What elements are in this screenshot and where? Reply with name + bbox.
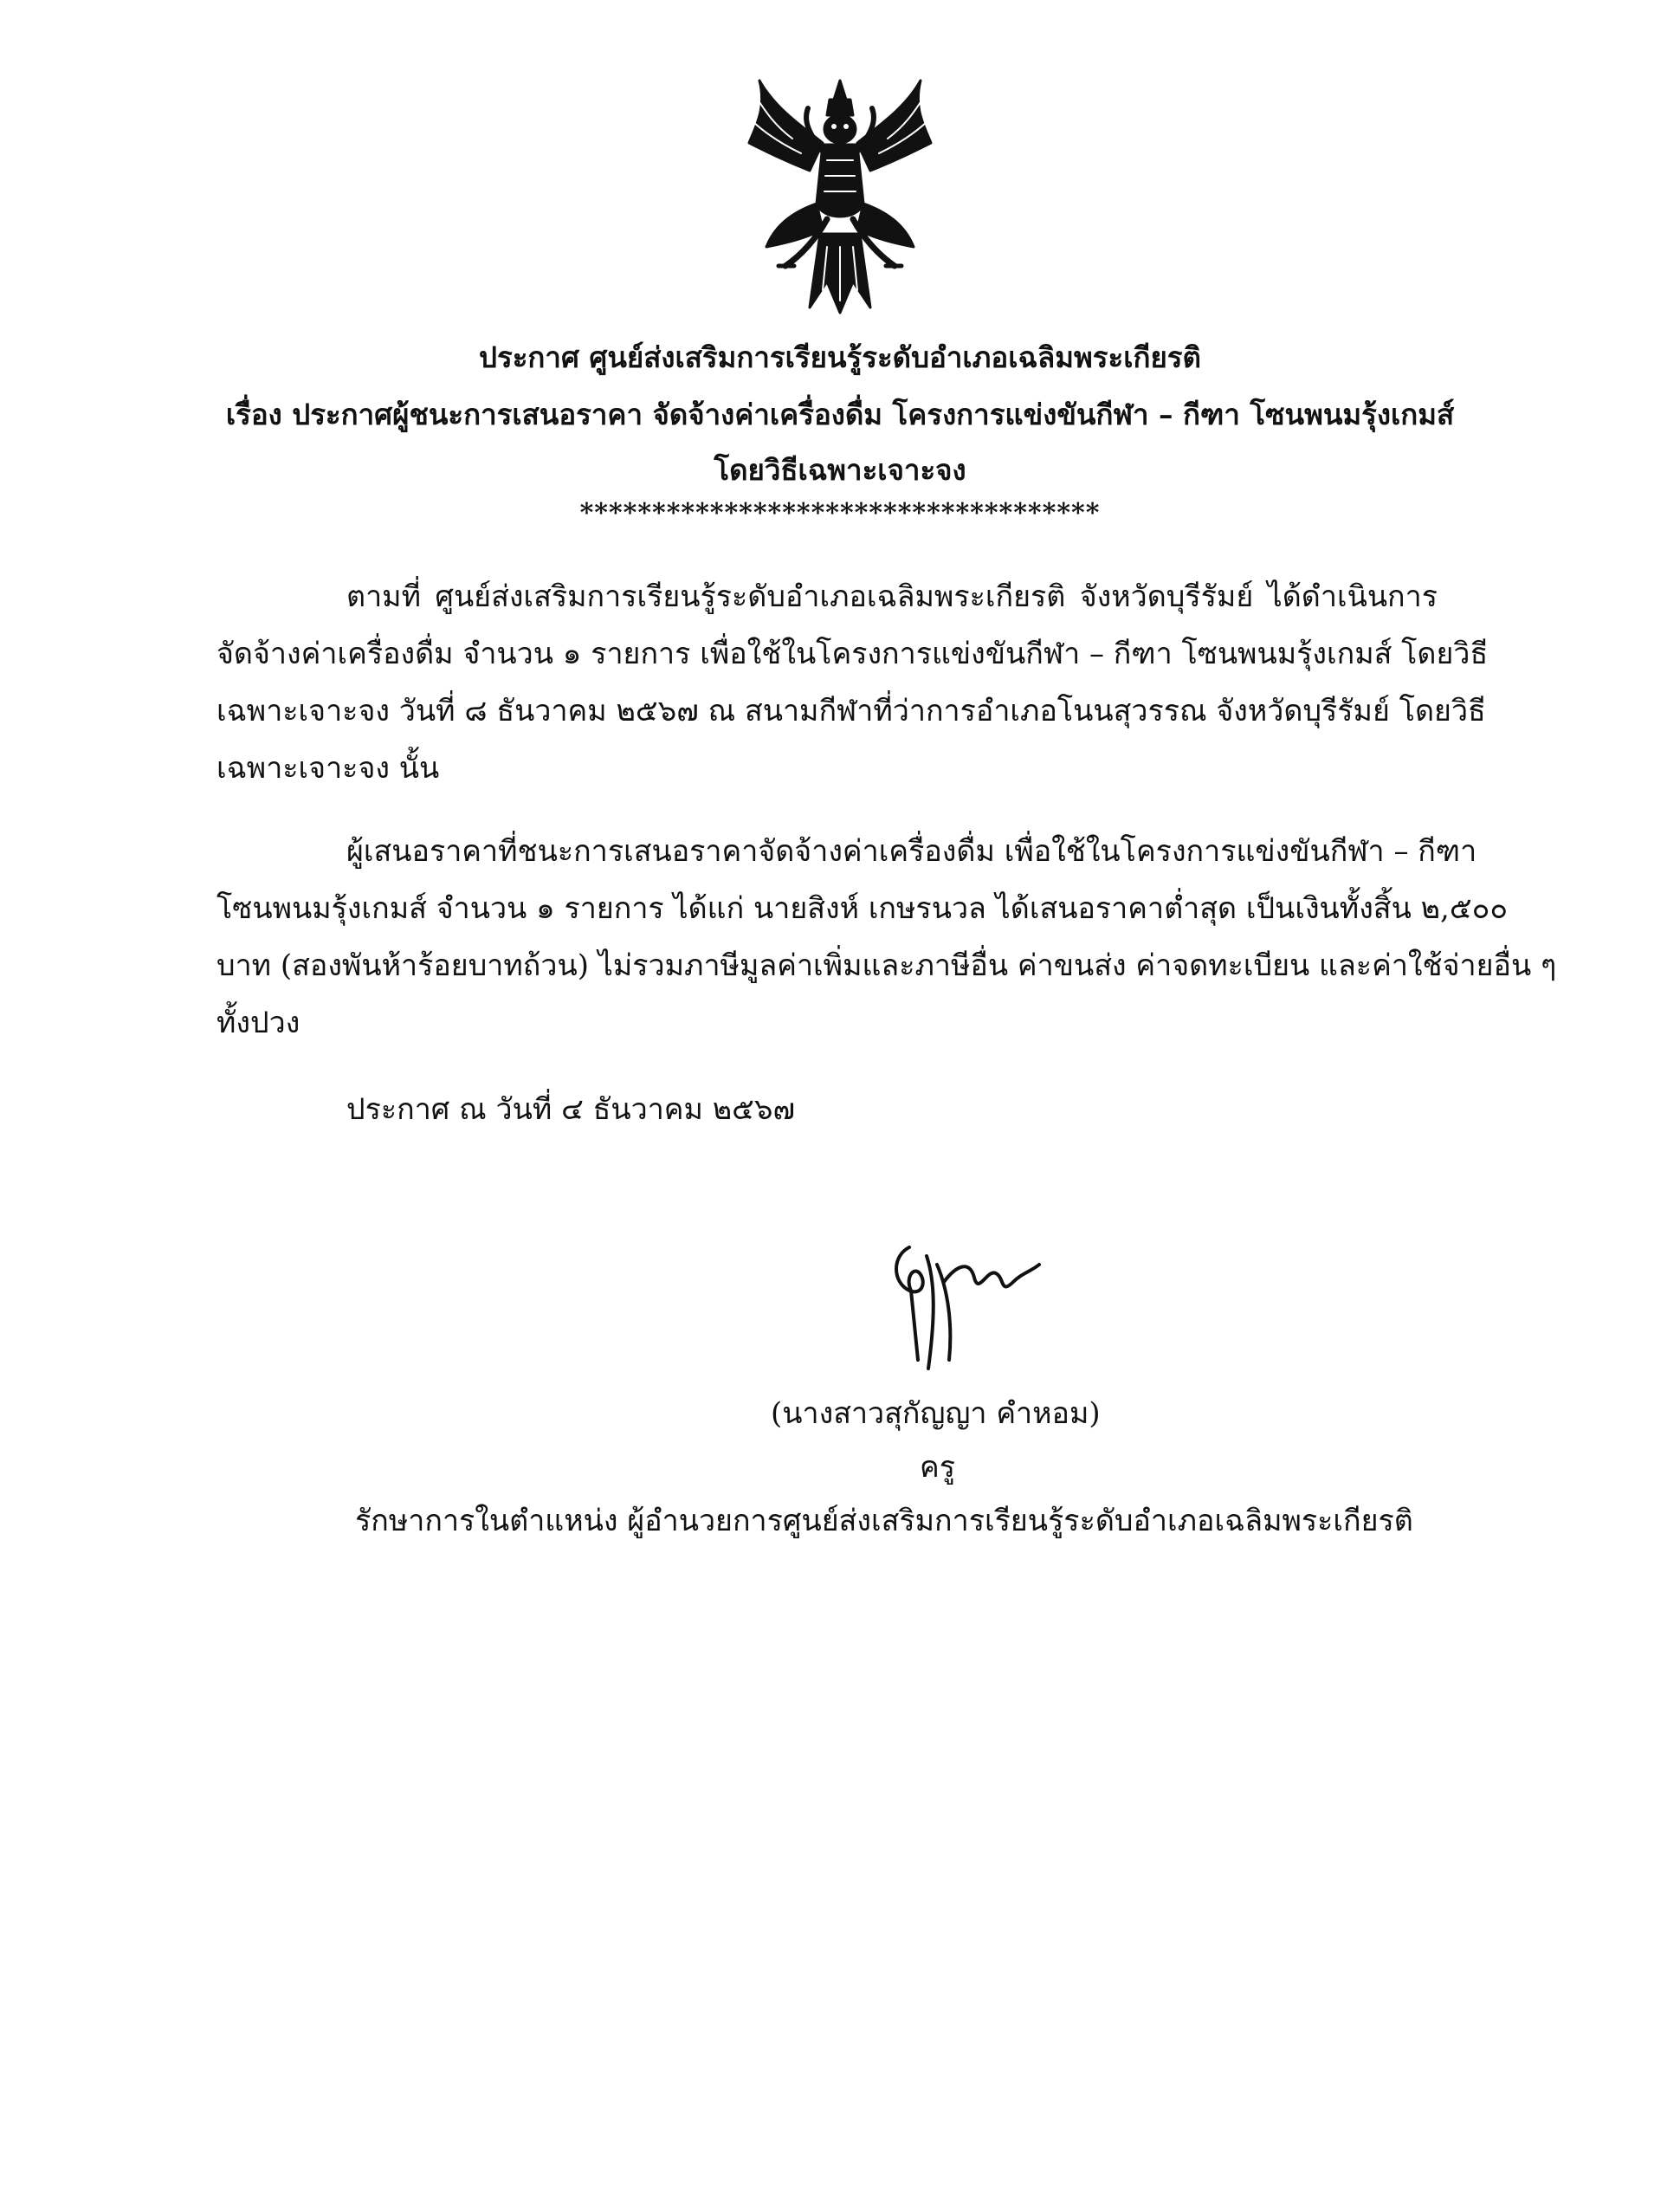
garuda-emblem-icon [740,74,940,316]
paragraph-line: เฉพาะเจาะจง นั้น [216,751,440,786]
header-title: ประกาศ ศูนย์ส่งเสริมการเรียนรู้ระดับอำเภอเฉลิมพระเกียรติ [479,340,1201,374]
paragraph-background [216,568,1489,797]
header-divider: ************************************ [579,498,1101,528]
signatory-name: (นางสาวสุกัญญา คำหอม) [771,1396,1101,1431]
paragraph-line: บาท (สองพันห้าร้อยบาทถ้วน) ไม่รวมภาษีมูลค่าเพิ่มและภาษีอื่น ค่าขนส่ง ค่าจดทะเบียน และค่าใช้จ่ายอื่น ๆ [216,948,1557,983]
paragraph-line: ผู้เสนอราคาที่ชนะการเสนอราคาจัดจ้างค่าเครื่องดื่ม เพื่อใช้ในโครงการแข่งขันกีฬา – กีฑา [346,834,1477,869]
paragraph-line: ตามที่ ศูนย์ส่งเสริมการเรียนรู้ระดับอำเภอเฉลิมพระเกียรติ จังหวัดบุรีรัมย์ ได้ดำเนินการ [346,579,1438,614]
paragraph-line: ทั้งปวง [216,1006,300,1040]
paragraph-winner [216,823,1557,1052]
paragraph-line: จัดจ้างค่าเครื่องดื่ม จำนวน ๑ รายการ เพื่อใช้ในโครงการแข่งขันกีฬา – กีฑา โซนพนมรุ้งเกมส์ โดยวิธี [216,637,1489,671]
handwritten-signature-icon [875,1230,1048,1377]
header-method: โดยวิธีเฉพาะเจาะจง [714,453,966,487]
signatory-position: รักษาการในตำแหน่ง ผู้อำนวยการศูนย์ส่งเสริมการเรียนรู้ระดับอำเภอเฉลิมพระเกียรติ [355,1504,1413,1538]
announcement-date: ประกาศ ณ วันที่ ๔ ธันวาคม ๒๕๖๗ [346,1092,796,1127]
paragraph-line: เฉพาะเจาะจง วันที่ ๘ ธันวาคม ๒๕๖๗ ณ สนามกีฬาที่ว่าการอำเภอโนนสุวรรณ จังหวัดบุรีรัมย์ โดยวิธี [216,694,1486,728]
header-subject: เรื่อง ประกาศผู้ชนะการเสนอราคา จัดจ้างค่าเครื่องดื่ม โครงการแข่งขันกีฬา – กีฑา โซนพนมรุ้งเกมส์ [225,398,1455,431]
paragraph-line: โซนพนมรุ้งเกมส์ จำนวน ๑ รายการ ได้แก่ นายสิงห์ เกษรนวล ได้เสนอราคาต่ำสุด เป็นเงินทั้งสิ้น ๒,๕๐๐ [216,891,1509,926]
signatory-role: ครู [920,1450,956,1485]
